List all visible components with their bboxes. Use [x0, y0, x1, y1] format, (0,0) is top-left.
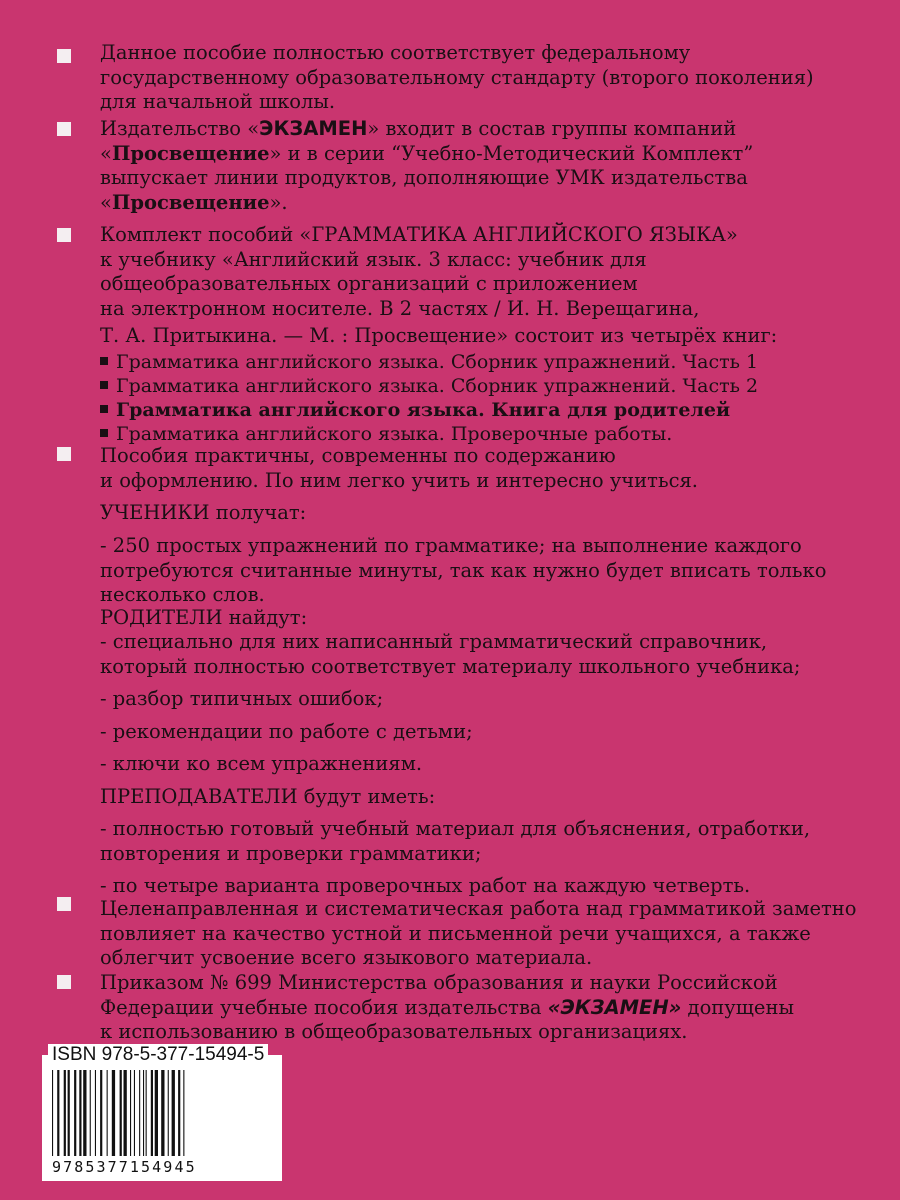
text-line: Комплект пособий «ГРАММАТИКА АНГЛИЙСКОГО ЯЗЫКА» — [100, 223, 738, 246]
small-square-icon — [100, 381, 108, 389]
barcode-bar — [139, 1070, 140, 1156]
barcode-bar — [120, 1070, 122, 1156]
square-bullet-icon — [57, 975, 71, 989]
barcode-digits: 9785377154945 — [52, 1158, 197, 1176]
text-line: Т. А. Притыкина. — М. : Просвещение» состоит из четырёх книг: — [100, 324, 778, 347]
barcode-bar — [146, 1070, 147, 1156]
barcode-bar — [83, 1070, 86, 1156]
teachers-heading: ПРЕПОДАВАТЕЛИ будут иметь: — [100, 785, 436, 808]
small-square-icon — [100, 357, 108, 365]
barcode-bar — [183, 1070, 184, 1156]
text-line: Данное пособие полностью соответствует федеральному — [100, 41, 691, 64]
barcode-bar — [90, 1070, 91, 1156]
barcode-icon — [50, 1070, 276, 1156]
barcode-bar — [155, 1070, 158, 1156]
square-bullet-icon — [57, 49, 71, 63]
section-publisher — [100, 117, 860, 215]
barcode-bar — [168, 1070, 169, 1156]
book-item: Грамматика английского языка. Сборник упражнений. Часть 1 — [100, 350, 758, 374]
barcode-bar — [64, 1070, 66, 1156]
barcode-bar — [95, 1070, 96, 1156]
square-bullet-icon — [57, 122, 71, 136]
section-standard — [100, 41, 860, 115]
barcode-bar — [143, 1070, 144, 1156]
small-square-icon — [100, 405, 108, 413]
barcode-bar — [130, 1070, 131, 1156]
square-bullet-icon — [57, 897, 71, 911]
benefits-intro: Пособия практичны, современны по содержанию и оформлению. По ним легко учить и интересно учиться. — [100, 444, 699, 492]
text-line: Издательство «ЭКЗАМЕН» входит в состав группы компаний — [100, 117, 737, 140]
barcode-bar — [178, 1070, 180, 1156]
section-order: Приказом № 699 Министерства образования и науки Российской Федерации учебные пособия издательства «ЭКЗАМЕН» допущены к использованию в общеобразовательных организациях. — [100, 971, 794, 1043]
barcode-bar — [107, 1070, 108, 1156]
barcode-bar — [124, 1070, 127, 1156]
barcode-bar — [161, 1070, 164, 1156]
square-bullet-icon — [57, 447, 71, 461]
barcode-bar — [151, 1070, 153, 1156]
barcode-bar — [134, 1070, 135, 1156]
barcode-bar — [112, 1070, 115, 1156]
barcode-bar — [68, 1070, 70, 1156]
barcode-bar — [74, 1070, 76, 1156]
text-line: общеобразовательных организаций с приложением — [100, 272, 638, 295]
text-line: государственному образовательному стандарту (второго поколения) — [100, 65, 814, 89]
section-kit — [100, 223, 860, 349]
book-item: Грамматика английского языка. Сборник упражнений. Часть 2 — [100, 374, 758, 398]
barcode-bar — [57, 1070, 59, 1156]
text-line: к учебнику «Английский язык. 3 класс: учебник для — [100, 247, 647, 271]
isbn-label: ISBN 978-5-377-15494-5 — [48, 1044, 268, 1066]
book-item: Грамматика английского языка. Проверочные работы. — [100, 422, 672, 446]
publisher-name: ЭКЗАМЕН — [259, 117, 368, 140]
barcode-bar — [79, 1070, 81, 1156]
text-line: выпускает линии продуктов, дополняющие УМК издательства — [100, 166, 748, 189]
barcode-bar — [52, 1070, 53, 1156]
text-line: «Просвещение». — [100, 190, 288, 214]
barcode-bar — [100, 1070, 102, 1156]
barcode-bar — [172, 1070, 175, 1156]
students-heading: УЧЕНИКИ получат: — [100, 501, 307, 524]
students-list: - 250 простых упражнений по грамматике; на выполнение каждого потребуются считанные минуты, так как нужно будет вписать только несколько слов. — [100, 534, 827, 606]
text-line: на электронном носителе. В 2 частях / И. Н. Верещагина, — [100, 296, 700, 320]
book-item-highlighted: Грамматика английского языка. Книга для родителей — [100, 398, 730, 422]
section-effect: Целенаправленная и систематическая работа над грамматикой заметно повлияет на качество устной и письменной речи учащихся, а также облегчит усвоение всего языкового материала. — [100, 897, 857, 969]
teachers-list: - полностью готовый учебный материал для объяснения, отработки, повторения и проверки грамматики; - по четыре варианта проверочных работ на каждую четверть. — [100, 817, 811, 897]
parents-heading: РОДИТЕЛИ найдут: — [100, 606, 308, 629]
text-line: для начальной школы. — [100, 90, 336, 113]
text-line: «Просвещение» и в серии “Учебно-Методический Комплект” — [100, 141, 754, 165]
square-bullet-icon — [57, 228, 71, 242]
small-square-icon — [100, 429, 108, 437]
parents-list: - специально для них написанный грамматический справочник, который полностью соответствует материалу школьного учебника; - разбор типичных ошибок; - рекомендации по работе с детьми; - ключи ко всем упражнениям. — [100, 630, 801, 775]
publisher-name: «ЭКЗАМЕН» — [547, 995, 682, 1019]
